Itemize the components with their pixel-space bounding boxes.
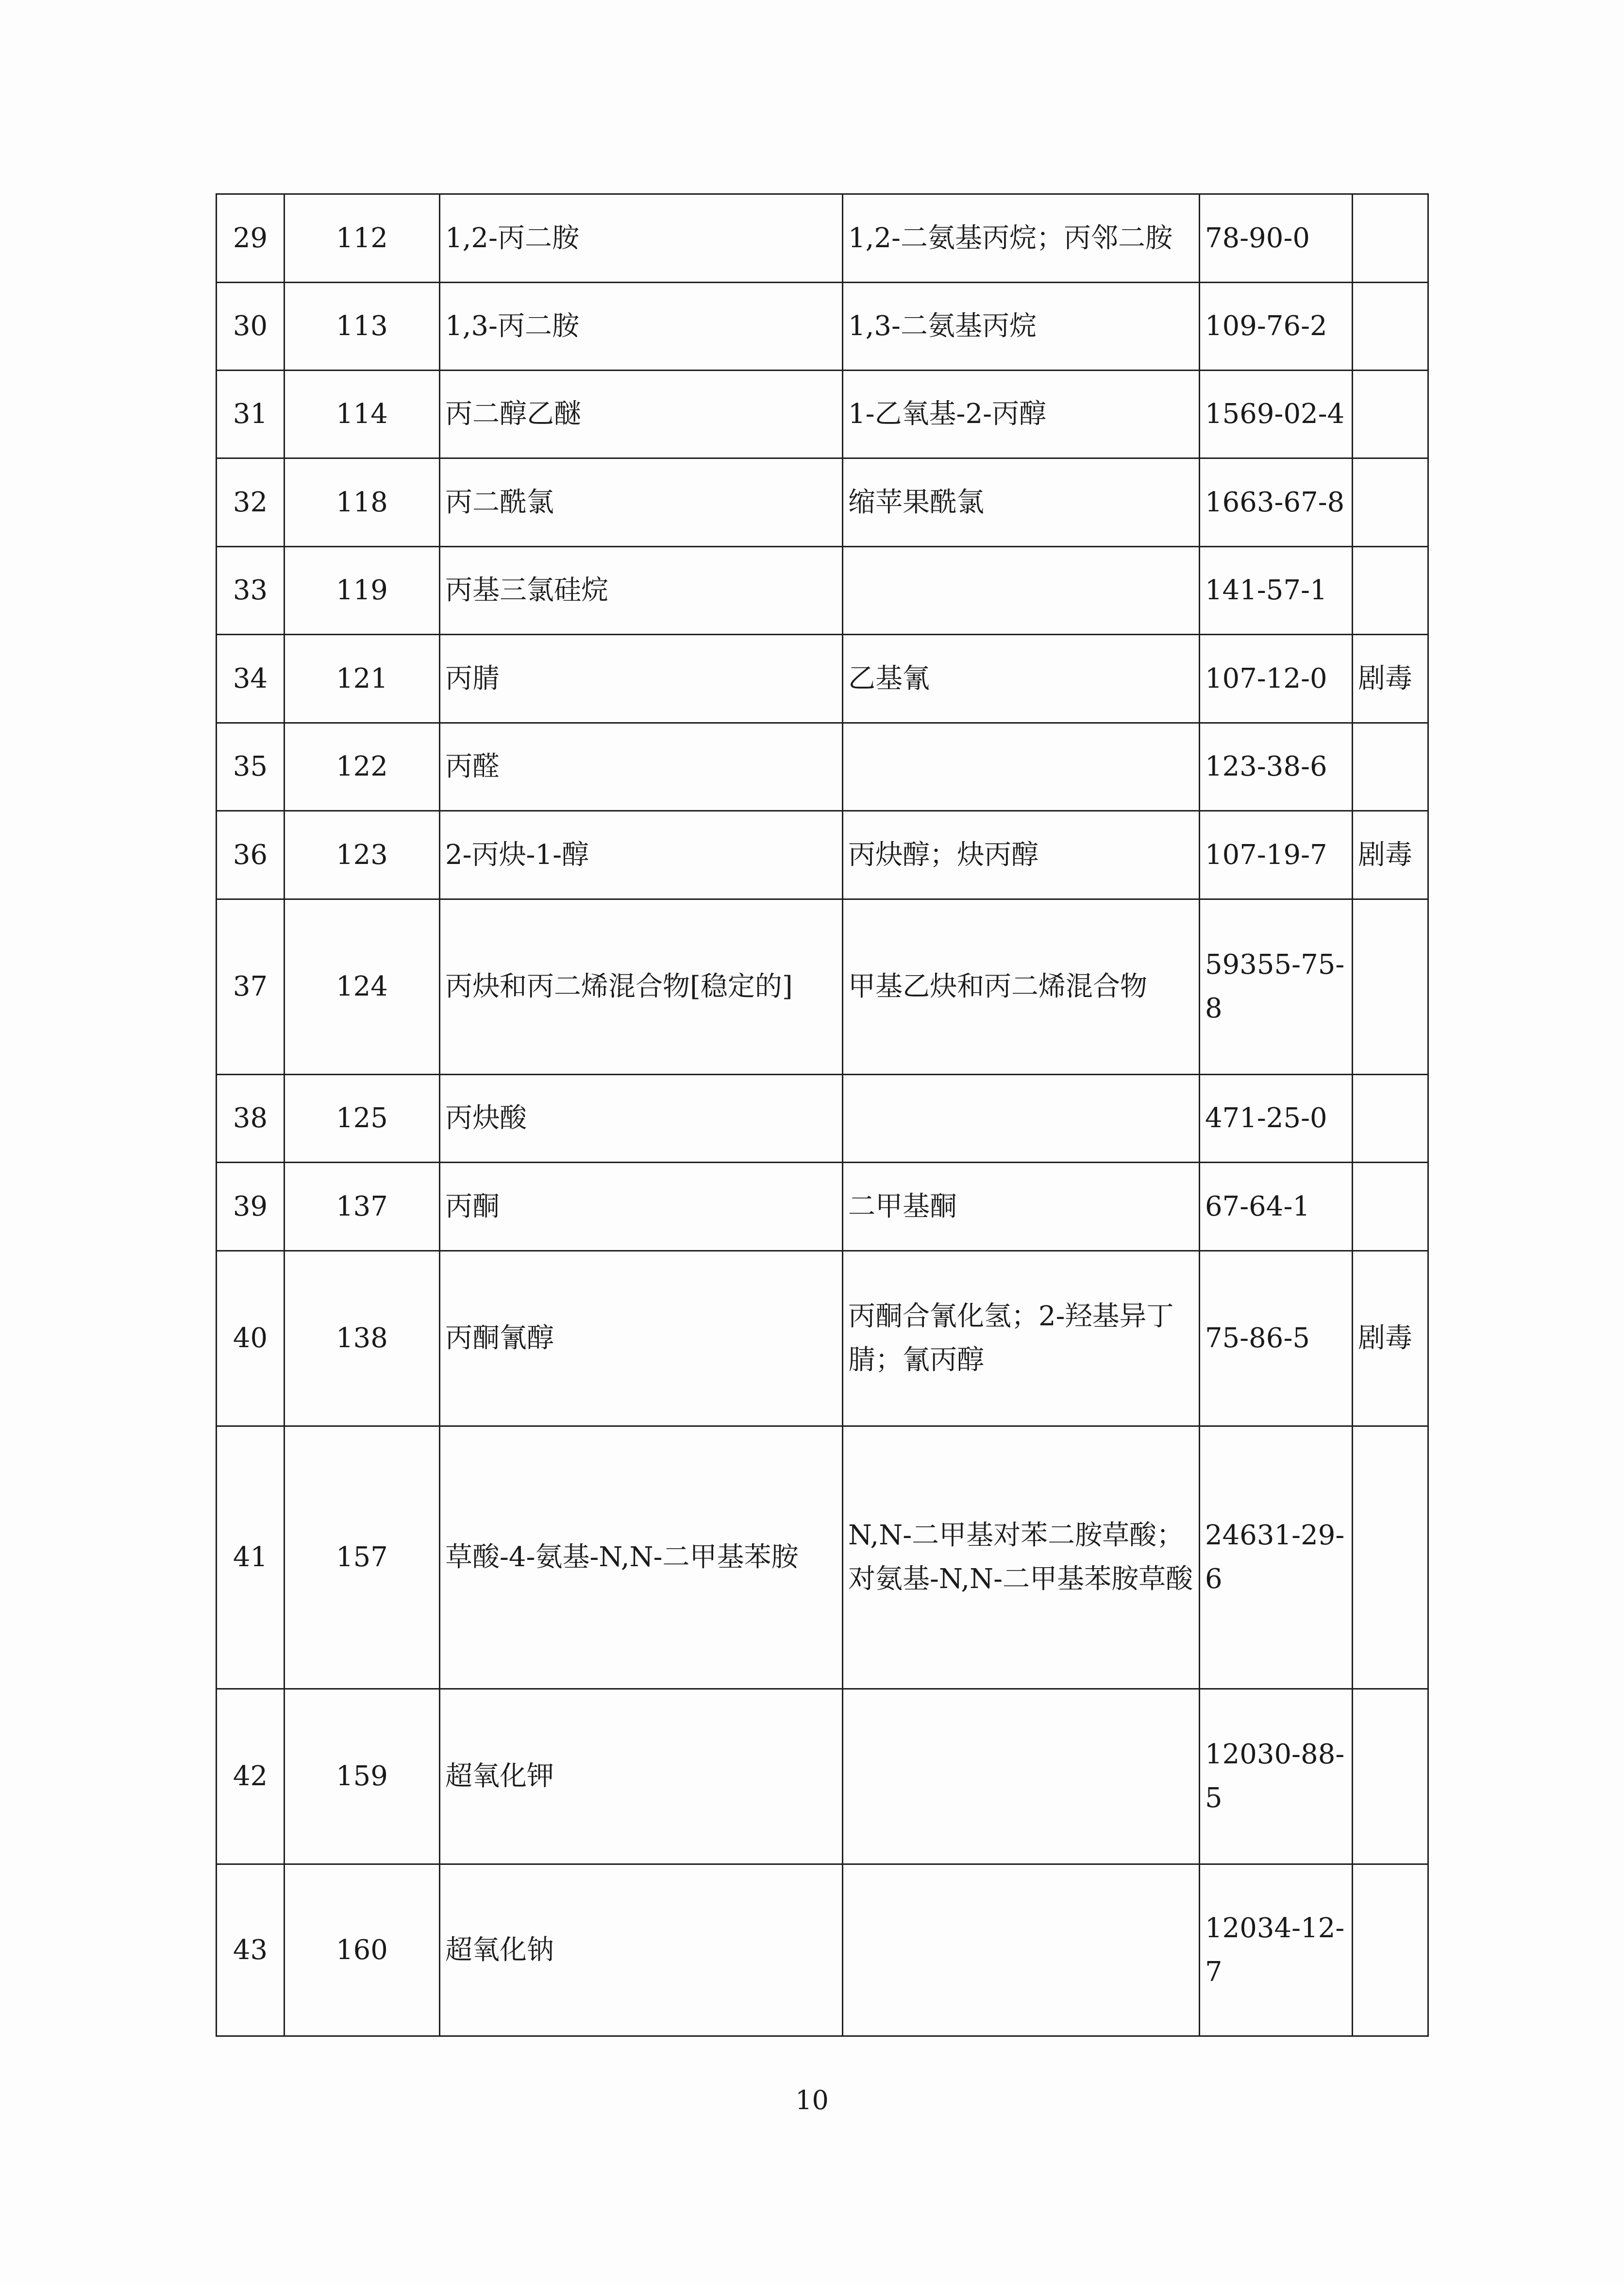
table-row [217, 1689, 1428, 1864]
cell-note [1353, 194, 1428, 283]
cell-cas: 1569-02-4 [1200, 371, 1353, 458]
cell-cas: 59355-75-8 [1200, 899, 1353, 1075]
page-number: 10 [795, 2085, 829, 2115]
cell-number: 157 [285, 1426, 440, 1689]
table-row [217, 458, 1428, 547]
cell-seq: 38 [217, 1075, 285, 1163]
cell-name: 丙二醇乙醚 [440, 371, 843, 458]
cell-alias: 1,2-二氨基丙烷；丙邻二胺 [843, 194, 1200, 283]
cell-cas: 107-19-7 [1200, 811, 1353, 899]
table-row [217, 1163, 1428, 1251]
cell-alias: N,N-二甲基对苯二胺草酸；对氨基-N,N-二甲基苯胺草酸 [843, 1426, 1200, 1689]
cell-cas: 141-57-1 [1200, 547, 1353, 635]
cell-seq: 42 [217, 1689, 285, 1864]
cell-alias: 丙酮合氰化氢；2-羟基异丁腈；氰丙醇 [843, 1251, 1200, 1426]
cell-seq: 31 [217, 371, 285, 458]
cell-cas: 24631-29-6 [1200, 1426, 1353, 1689]
cell-alias: 二甲基酮 [843, 1163, 1200, 1251]
table-row [217, 811, 1428, 899]
table-row [217, 1075, 1428, 1163]
table-row [217, 1864, 1428, 2036]
table-row [217, 283, 1428, 371]
cell-seq: 34 [217, 635, 285, 723]
cell-number: 112 [285, 194, 440, 283]
cell-note [1353, 899, 1428, 1075]
cell-name: 丙炔和丙二烯混合物[稳定的] [440, 899, 843, 1075]
cell-cas: 12030-88-5 [1200, 1689, 1353, 1864]
cell-name: 1,3-丙二胺 [440, 283, 843, 371]
cell-seq: 35 [217, 723, 285, 811]
cell-note [1353, 723, 1428, 811]
cell-alias [843, 1689, 1200, 1864]
cell-number: 121 [285, 635, 440, 723]
cell-note: 剧毒 [1353, 635, 1428, 723]
table-row [217, 371, 1428, 458]
cell-seq: 32 [217, 458, 285, 547]
cell-alias: 丙炔醇；炔丙醇 [843, 811, 1200, 899]
cell-seq: 37 [217, 899, 285, 1075]
cell-cas: 78-90-0 [1200, 194, 1353, 283]
cell-seq: 30 [217, 283, 285, 371]
cell-name: 丙酮 [440, 1163, 843, 1251]
table-row [217, 635, 1428, 723]
cell-seq: 39 [217, 1163, 285, 1251]
cell-cas: 1663-67-8 [1200, 458, 1353, 547]
table-row [217, 1251, 1428, 1426]
cell-alias [843, 1864, 1200, 2036]
cell-cas: 67-64-1 [1200, 1163, 1353, 1251]
cell-note [1353, 1075, 1428, 1163]
cell-alias [843, 723, 1200, 811]
table-row [217, 547, 1428, 635]
cell-name: 草酸-4-氨基-N,N-二甲基苯胺 [440, 1426, 843, 1689]
cell-note: 剧毒 [1353, 811, 1428, 899]
cell-seq: 29 [217, 194, 285, 283]
cell-name: 2-丙炔-1-醇 [440, 811, 843, 899]
cell-alias: 1-乙氧基-2-丙醇 [843, 371, 1200, 458]
cell-name: 丙二酰氯 [440, 458, 843, 547]
table-row [217, 194, 1428, 283]
cell-cas: 109-76-2 [1200, 283, 1353, 371]
cell-note [1353, 1163, 1428, 1251]
cell-cas: 12034-12-7 [1200, 1864, 1353, 2036]
cell-number: 122 [285, 723, 440, 811]
cell-seq: 43 [217, 1864, 285, 2036]
table-row [217, 899, 1428, 1075]
cell-seq: 36 [217, 811, 285, 899]
cell-seq: 33 [217, 547, 285, 635]
cell-name: 超氧化钠 [440, 1864, 843, 2036]
cell-name: 1,2-丙二胺 [440, 194, 843, 283]
cell-note [1353, 1689, 1428, 1864]
cell-name: 丙醛 [440, 723, 843, 811]
cell-number: 159 [285, 1689, 440, 1864]
cell-number: 138 [285, 1251, 440, 1426]
cell-note [1353, 371, 1428, 458]
cell-note [1353, 458, 1428, 547]
cell-alias [843, 1075, 1200, 1163]
cell-alias: 1,3-二氨基丙烷 [843, 283, 1200, 371]
cell-cas: 471-25-0 [1200, 1075, 1353, 1163]
cell-name: 丙炔酸 [440, 1075, 843, 1163]
cell-number: 114 [285, 371, 440, 458]
table-body [217, 194, 1428, 2036]
cell-alias: 甲基乙炔和丙二烯混合物 [843, 899, 1200, 1075]
cell-cas: 123-38-6 [1200, 723, 1353, 811]
cell-alias: 缩苹果酰氯 [843, 458, 1200, 547]
table-row [217, 1426, 1428, 1689]
cell-number: 124 [285, 899, 440, 1075]
cell-alias: 乙基氰 [843, 635, 1200, 723]
chemical-table [216, 193, 1429, 2037]
cell-number: 118 [285, 458, 440, 547]
cell-cas: 75-86-5 [1200, 1251, 1353, 1426]
cell-note [1353, 1426, 1428, 1689]
cell-name: 超氧化钾 [440, 1689, 843, 1864]
cell-alias [843, 547, 1200, 635]
cell-number: 160 [285, 1864, 440, 2036]
cell-number: 125 [285, 1075, 440, 1163]
cell-name: 丙酮氰醇 [440, 1251, 843, 1426]
cell-name: 丙腈 [440, 635, 843, 723]
cell-seq: 41 [217, 1426, 285, 1689]
cell-note [1353, 547, 1428, 635]
cell-name: 丙基三氯硅烷 [440, 547, 843, 635]
cell-note: 剧毒 [1353, 1251, 1428, 1426]
table-row [217, 723, 1428, 811]
cell-number: 123 [285, 811, 440, 899]
cell-cas: 107-12-0 [1200, 635, 1353, 723]
cell-number: 137 [285, 1163, 440, 1251]
cell-note [1353, 1864, 1428, 2036]
cell-number: 119 [285, 547, 440, 635]
cell-number: 113 [285, 283, 440, 371]
cell-seq: 40 [217, 1251, 285, 1426]
cell-note [1353, 283, 1428, 371]
